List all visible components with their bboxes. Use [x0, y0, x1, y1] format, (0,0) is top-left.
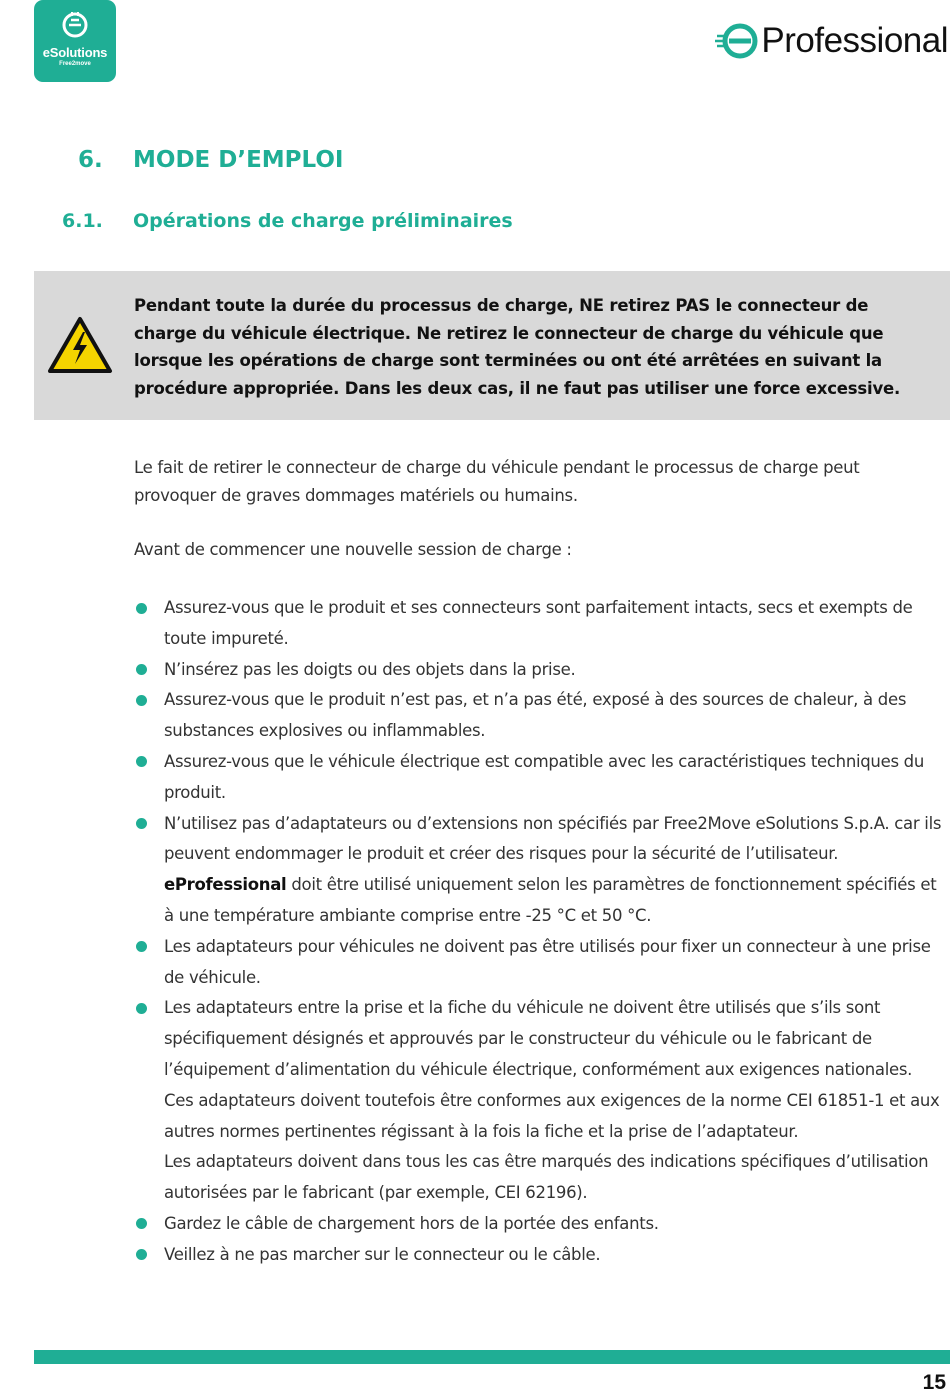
bullet-dot — [136, 603, 147, 614]
intro-paragraph: Le fait de retirer le connecteur de charge du véhicule pendant le processus de charge peut provoquer de graves dommages matériels ou humains. — [134, 458, 860, 505]
list-item-text-rest: doit être utilisé uniquement selon les paramètres de fonctionnement spécifiés et à une température ambiante comprise entre -25 °C et 50 °C. — [164, 875, 937, 925]
list-item-text: N’utilisez pas d’adaptateurs ou d’extensions non spécifiés par Free2Move eSolutions S.p.A. car ils peuvent endommager le produit et créer des risques pour la sécurité de l’utilisateur. — [164, 813, 942, 864]
section-title: MODE D’EMPLOI — [133, 147, 344, 173]
bullet-dot — [136, 664, 147, 675]
list-item — [134, 993, 950, 1209]
bullet-dot — [136, 818, 147, 829]
list-item — [134, 685, 950, 747]
list-item-text: Ces adaptateurs doivent toutefois être conformes aux exigences de la norme CEI 61851-1 et aux autres normes pertinentes régissant à la fois la fiche et la prise de l’adaptateur. — [164, 1090, 940, 1141]
subsection-number: 6.1. — [62, 210, 103, 232]
list-item-text: Assurez-vous que le produit n’est pas, et n’a pas été, exposé à des sources de chaleur, à des substances explosives ou inflammables. — [164, 690, 907, 741]
list-item-text: Veillez à ne pas marcher sur le connecteur ou le câble. — [164, 1244, 601, 1264]
bullet-dot — [136, 941, 147, 952]
electrical-hazard-icon — [47, 316, 113, 374]
before-session-paragraph: Avant de commencer une nouvelle session de charge : — [134, 540, 572, 559]
list-item-text: N’insérez pas les doigts ou des objets dans la prise. — [164, 659, 576, 679]
warning-text: Pendant toute la durée du processus de charge, NE retirez PAS le connecteur de charge du véhicule électrique. Ne retirez le connecteur de charge du véhicule que lorsque les opérations de charge sont terminées ou ont été arrêtées en suivant la procédure appropriée. Dans les deux cas, il ne faut pas utiliser une force excessive. — [134, 296, 901, 398]
subsection-title: Opérations de charge préliminaires — [133, 210, 513, 232]
list-item — [134, 655, 950, 686]
precautions-list — [134, 593, 950, 1271]
section-number: 6. — [78, 147, 103, 173]
section-heading — [78, 147, 343, 173]
list-item-text: Assurez-vous que le produit et ses connecteurs sont parfaitement intacts, secs et exempts de toute impureté. — [164, 598, 913, 648]
product-name: eProfessional — [164, 875, 287, 895]
bullet-dot — [136, 1003, 147, 1014]
eprofessional-logo — [715, 16, 948, 66]
list-item — [134, 747, 950, 809]
list-item — [134, 593, 950, 655]
eprofessional-logo-word: Professional — [761, 21, 948, 60]
bullet-dot — [136, 695, 147, 706]
list-item — [134, 932, 950, 994]
list-item-text: Gardez le câble de chargement hors de la portée des enfants. — [164, 1213, 659, 1233]
esolutions-logo-sub: Free2move — [59, 61, 91, 67]
esolutions-logo — [34, 0, 116, 82]
subsection-heading — [62, 210, 513, 232]
list-item-text: Les adaptateurs pour véhicules ne doivent pas être utilisés pour fixer un connecteur à une prise de véhicule. — [164, 936, 931, 987]
list-item-text: Assurez-vous que le véhicule électrique est compatible avec les caractéristiques techniques du produit. — [164, 751, 925, 802]
bullet-dot — [136, 1218, 147, 1229]
page-number: 15 — [922, 1371, 946, 1394]
bullet-dot — [136, 1249, 147, 1260]
eprofessional-e-icon — [715, 19, 759, 63]
esolutions-logo-name: eSolutions — [42, 45, 108, 60]
list-item — [134, 809, 950, 932]
list-item — [134, 1240, 950, 1271]
warning-box — [34, 271, 950, 420]
list-item-text: Les adaptateurs entre la prise et la fiche du véhicule ne doivent être utilisés que s’ils sont spécifiquement désignés et approuvés par le constructeur du véhicule ou le fabricant de l’équipement d’alimentation du véhicule électrique, conformément aux exigences nationales. — [164, 998, 913, 1079]
list-item — [134, 1209, 950, 1240]
footer-bar — [34, 1350, 950, 1364]
list-item-text: Les adaptateurs doivent dans tous les cas être marqués des indications spécifiques d’utilisation autorisées par le fabricant (par exemple, CEI 62196). — [164, 1152, 929, 1203]
esolutions-plug-icon — [60, 10, 90, 40]
bullet-dot — [136, 756, 147, 767]
